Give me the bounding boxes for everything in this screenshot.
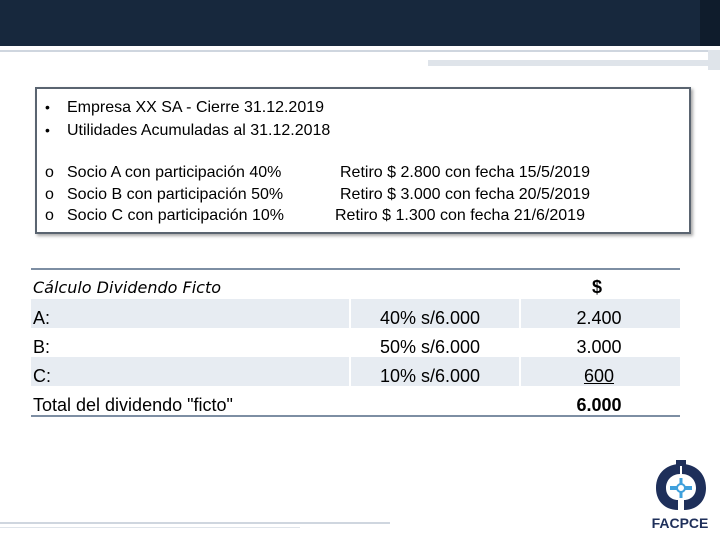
socio-item	[45, 206, 284, 226]
table-row-label: A:	[33, 308, 51, 328]
table-row-percentage: 10% s/6.000	[380, 366, 481, 386]
decorative-bar	[428, 60, 708, 66]
socio-a-retiro: Retiro $ 2.800 con fecha 15/5/2019	[340, 164, 590, 181]
logo-wordmark: FACPCE	[651, 515, 709, 531]
table-row-value-underlined: 600	[583, 366, 615, 386]
column-separator	[349, 299, 351, 328]
company-line: Empresa XX SA - Cierre 31.12.2019	[67, 99, 325, 116]
summary-bullet	[45, 120, 330, 141]
summary-bullet	[45, 97, 324, 118]
table-row-label: C:	[33, 366, 51, 386]
table-row-label: B:	[33, 337, 51, 357]
column-separator	[519, 357, 521, 386]
top-banner-accent	[700, 0, 720, 46]
circle-bullet-icon: o	[45, 207, 54, 224]
column-separator	[519, 299, 521, 328]
table-row-value: 2.400	[576, 308, 622, 328]
socio-item	[45, 185, 283, 205]
summary-box	[35, 87, 691, 234]
table-row-value: 3.000	[576, 337, 622, 357]
table-row-percentage: 50% s/6.000	[380, 337, 481, 357]
utilities-line: Utilidades Acumuladas al 31.12.2018	[67, 122, 331, 139]
circle-bullet-icon: o	[45, 186, 54, 203]
column-separator	[349, 357, 351, 386]
decorative-bar-edge	[708, 50, 720, 70]
bullet-icon: •	[45, 99, 50, 115]
top-banner	[0, 0, 720, 46]
table-header-currency: $	[592, 277, 603, 297]
bullet-icon: •	[45, 122, 50, 138]
circle-bullet-icon: o	[45, 164, 54, 181]
table-row-percentage: 40% s/6.000	[380, 308, 481, 328]
socio-b-retiro: Retiro $ 3.000 con fecha 20/5/2019	[340, 186, 590, 203]
total-label: Total del dividendo "ficto"	[33, 395, 233, 415]
decorative-footer-rule	[0, 522, 390, 524]
table-row-value	[559, 366, 639, 387]
decorative-rule	[0, 50, 720, 52]
socio-a-text: Socio A con participación 40%	[67, 164, 282, 181]
socio-b-text: Socio B con participación 50%	[67, 186, 284, 203]
decorative-footer-rule-thin	[0, 527, 300, 528]
table-top-rule	[31, 268, 680, 270]
table-header-label: Cálculo Dividendo Ficto	[33, 278, 222, 297]
socio-c-retiro: Retiro $ 1.300 con fecha 21/6/2019	[335, 207, 585, 224]
table-bottom-rule	[31, 415, 680, 417]
socio-c-text: Socio C con participación 10%	[67, 207, 285, 224]
total-value: 6.000	[576, 395, 622, 415]
socio-item	[45, 163, 281, 183]
